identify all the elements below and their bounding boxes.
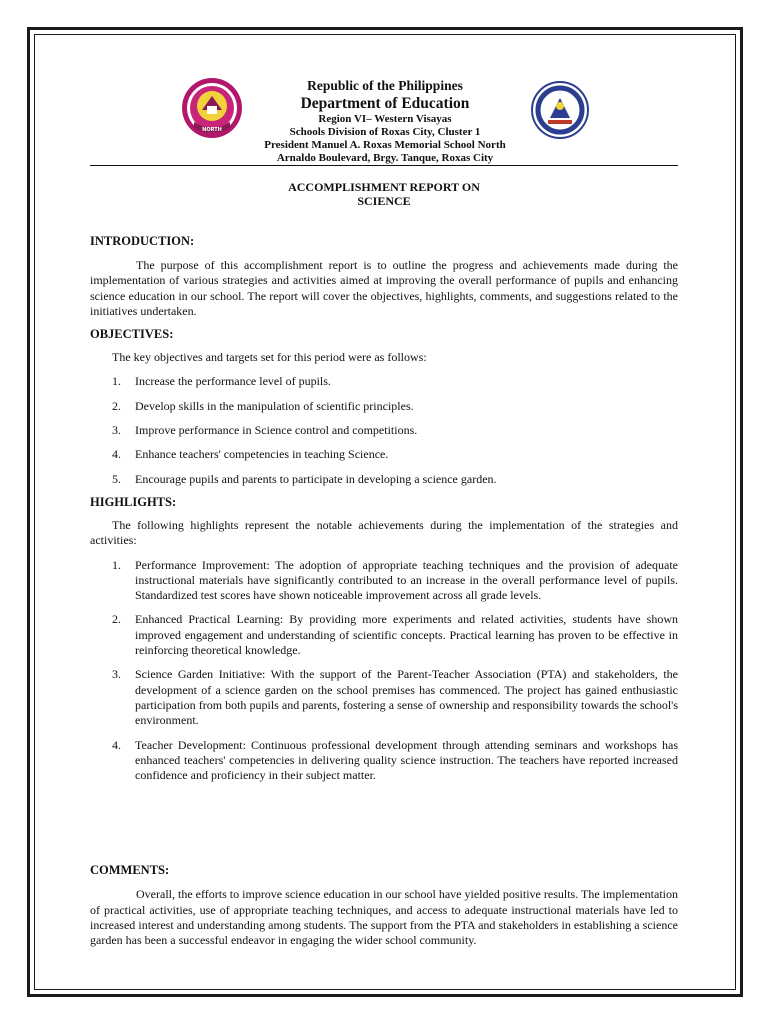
address-line: Arnaldo Boulevard, Brgy. Tanque, Roxas City: [276, 152, 494, 164]
school-seal-logo: [180, 76, 244, 142]
comments-heading: COMMENTS:: [90, 863, 170, 878]
list-item: 4. Enhance teachers' competencies in teaching Science.: [112, 447, 389, 462]
letterhead-text: [242, 78, 528, 165]
highlights-lead: The following highlights represent the notable achievements during the implementation of the strategies and activities:: [90, 517, 678, 548]
introduction-text: The purpose of this accomplishment report is to outline the progress and achievements made during the implementation of various strategies and activities aimed at improving the overall performance of pupils and enhancing science education in our school. The report will cover the objectives, highlights, comments, and suggestions related to the initiatives undertaken.: [90, 258, 678, 318]
highlights-heading: HIGHLIGHTS:: [90, 494, 177, 509]
objectives-list: [90, 374, 678, 486]
report-title: [90, 180, 678, 208]
deped-seal-logo: [530, 80, 590, 140]
division-line: Schools Division of Roxas City, Cluster 1: [289, 126, 481, 138]
objectives-heading: OBJECTIVES:: [90, 327, 174, 342]
republic-line: Republic of the Philippines: [307, 78, 463, 93]
list-item: 1. Increase the performance level of pupils.: [112, 374, 331, 389]
list-item: 2. Enhanced Practical Learning: By providing more experiments and related activities, students have shown improved engagement and understanding of scientific concepts. Practical learning has proven to be effective in reinforcing theoretical knowledge.: [112, 612, 678, 658]
list-item: 1. Performance Improvement: The adoption of appropriate teaching techniques and the provision of adequate instructional materials have significantly contributed to an increase in the overall performance level of pupils. Standardized test scores have shown noticeable improvement across all grade levels.: [112, 557, 678, 603]
school-line: President Manuel A. Roxas Memorial School North: [264, 139, 506, 151]
list-item: 2. Develop skills in the manipulation of scientific principles.: [112, 398, 414, 413]
highlights-list: [90, 558, 678, 784]
seal-label-north: NORTH: [202, 127, 222, 133]
comments-text: Overall, the efforts to improve science education in our school have yielded positive results. The implementation of practical activities, use of appropriate teaching techniques, and access to adequate instructional materials have led to increased interest and understanding among students. The support from the PTA and stakeholders in establishing a science garden has been a successful endeavor in engaging the wider school community.: [90, 887, 678, 948]
title-line-1: ACCOMPLISHMENT REPORT ON: [288, 180, 480, 194]
list-item: 3. Science Garden Initiative: With the support of the Parent-Teacher Association (PTA) and stakeholders, the development of a science garden on the school premises has commenced. The project has gained enthusiastic participation from both pupils and parents, fostering a sense of ownership and responsibility towards the school's environment.: [112, 667, 678, 728]
header-divider: [90, 165, 678, 166]
report-body: [90, 234, 678, 949]
objectives-lead: The key objectives and targets set for this period were as follows:: [112, 350, 427, 365]
list-item: 4. Teacher Development: Continuous professional development through attending seminars and workshops has enhanced teachers' competencies in delivering quality science instruction. The teachers have reported increased confidence and proficiency in their subject matter.: [112, 737, 678, 783]
list-item: 3. Improve performance in Science control and competitions.: [112, 423, 418, 438]
introduction-heading: INTRODUCTION:: [90, 234, 195, 248]
title-line-2: SCIENCE: [357, 194, 411, 208]
department-line: Department of Education: [300, 95, 470, 112]
region-line: Region VI– Western Visayas: [318, 113, 452, 125]
letterhead: [180, 76, 590, 166]
list-item: 5. Encourage pupils and parents to participate in developing a science garden.: [112, 471, 497, 486]
